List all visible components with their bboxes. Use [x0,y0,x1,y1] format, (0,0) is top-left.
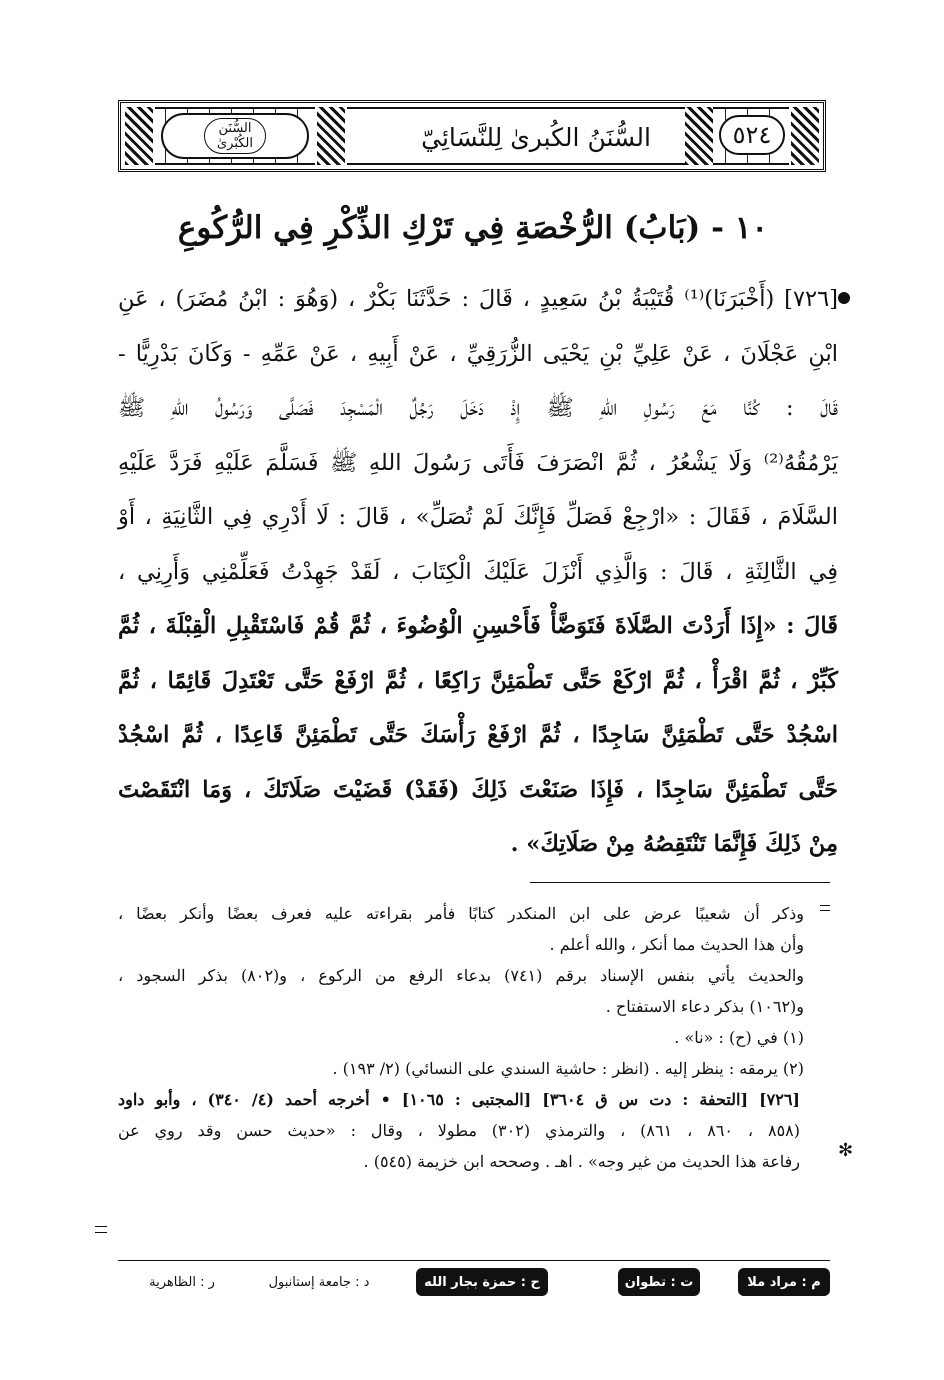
ornament [685,107,713,165]
page-number: ٥٢٤ [719,115,785,155]
manuscript-legend [118,1264,830,1300]
ornament [317,107,345,165]
footnote-2: (٢) يرمقه : ينظر إليه . (انظر : حاشية السندي على النسائي) (٢/ ١٩٣) . [332,1059,804,1078]
text-line: السَّلَامَ ، فَقَالَ : «ارْجِعْ فَصَلِّ فَإِنَّكَ لَمْ تُصَلِّ» ، قَالَ : لَا أَدْرِي فِي الثَّانِيَةِ ، أَوْ [118,504,838,530]
text-line: كَبِّرْ ، ثُمَّ اقْرَأْ ، ثُمَّ ارْكَعْ حَتَّى تَطْمَئِنَّ رَاكِعًا ، ثُمَّ ارْفَعْ حَتَّى تَعْتَدِلَ قَائِمًا ، ثُمَّ [118,667,838,694]
ornament [791,107,819,165]
text-line: حَتَّى تَطْمَئِنَّ سَاجِدًا ، فَإِذَا صَنَعْتَ ذَلِكَ (فَقَدْ) قَضَيْتَ صَلَاتَكَ ، وَمَا انْتَقَصْتَ [118,776,838,803]
text-line: اسْجُدْ حَتَّى تَطْمَئِنَّ سَاجِدًا ، ثُمَّ ارْفَعْ رَأْسَكَ حَتَّى تَطْمَئِنَّ قَاعِدًا ، ثُمَّ اسْجُدْ [118,722,838,748]
text-line: [٧٢٦] (أَخْبَرَنَا)⁽¹⁾ قُتَيْبَةُ بْنُ سَعِيدٍ ، قَالَ : حَدَّثَنَا بَكْرٌ ، (وَهُوَ : ابْنُ مُضَرَ) ، عَنِ [118,286,838,312]
takhrij-line: رفاعة هذا الحديث من غير وجه» . اهـ . وصححه ابن خزيمة (٥٤٥) . [363,1152,800,1171]
book-logo [161,113,309,159]
continuation-mark [95,1226,107,1233]
asterisk-icon: ✻ [838,1140,854,1161]
footnote-line: وذكر أن شعيبًا عرض على ابن المنكدر كتابًا فأمر بقراءته عليه فعرف بعضًا وأنكر بعضًا ، [118,904,804,923]
label-d: د : جامعة إستانبول [268,1274,370,1290]
page-header [118,100,826,172]
footnote-line: وأن هذا الحديث مما أنكر ، والله أعلم . [549,935,804,954]
footnote-rule [530,882,830,883]
text-line: قَالَ : كُنَّا مَعَ رَسُولِ اللهِ ﷺ إِذْ دَخَلَ رَجُلٌ الْمَسْجِدَ فَصَلَّى وَرَسُولُ اللهِ ﷺ [118,395,838,421]
footnote-line: و(١٠٦٢) بذكر دعاء الاستفتاح . [605,997,804,1016]
logo-line1: السُّنَن [218,121,252,136]
footer-rule [118,1260,830,1261]
text-line: ابْنِ عَجْلَانَ ، عَنْ عَلِيِّ بْنِ يَحْيَى الزُّرَقِيِّ ، عَنْ أَبِيهِ ، عَنْ عَمِّهِ - وَكَانَ بَدْرِيًّا - [118,340,838,367]
text-line: قَالَ : «إِذَا أَرَدْتَ الصَّلَاةَ فَتَوَضَّأْ فَأَحْسِنِ الْوُضُوءَ ، ثُمَّ قُمْ فَاسْتَقْبِلِ الْقِبْلَةَ ، ثُمَّ [118,613,838,639]
text-line: يَرْمُقُهُ⁽²⁾ وَلَا يَشْعُرُ ، ثُمَّ انْصَرَفَ فَأَتَى رَسُولَ اللهِ ﷺ فَسَلَّمَ عَلَيْهِ فَرَدَّ عَلَيْهِ [118,449,838,476]
label-m: م : مراد ملا [738,1268,830,1296]
takhrij-line: [٧٢٦] [التحفة : دت س ق ٣٦٠٤] [المجتبى : ١٠٦٥] • أخرجه أحمد (٤/ ٣٤٠) ، وأبو داود [118,1090,800,1109]
label-r: ر : الظاهرية [149,1274,215,1290]
text-line: مِنْ ذَلِكَ فَإِنَّمَا تَنْتَقِصُهُ مِنْ صَلَاتِكَ» . [510,831,838,857]
footnotes [118,898,830,1177]
logo-line2: الكُبْرىٰ [216,136,254,151]
text-line: فِي الثَّالِثَةِ ، قَالَ : وَالَّذِي أَنْزَلَ عَلَيْكَ الْكِتَابَ ، لَقَدْ جَهِدْتُ فَعَلِّمْنِي وَأَرِنِي ، [118,558,838,585]
footnote-1: (١) في (ح) : «نا» . [674,1028,804,1047]
book-title: السُّنَنُ الكُبرىٰ لِلنَّسَائِيّ [421,122,651,152]
label-t: ت : تطوان [618,1268,700,1296]
hadith-text [118,272,838,872]
bullet-icon [838,292,850,304]
ornament [125,107,153,165]
label-h: ح : حمزة بجار الله [416,1268,548,1296]
chapter-title: ١٠ - (بَابُ) الرُّخْصَةِ فِي تَرْكِ الذِّكْرِ فِي الرُّكُوعِ [177,210,769,246]
takhrij-line: (٨٥٨ ، ٨٦٠ ، ٨٦١) ، والترمذي (٣٠٢) مطولا ، وقال : «حديث حسن وقد روي عن [118,1121,801,1140]
footnote-line: والحديث يأتي بنفس الإسناد برقم (٧٤١) بدعاء الرفع من الركوع ، و(٨٠٢) بذكر السجود ، [118,966,805,985]
